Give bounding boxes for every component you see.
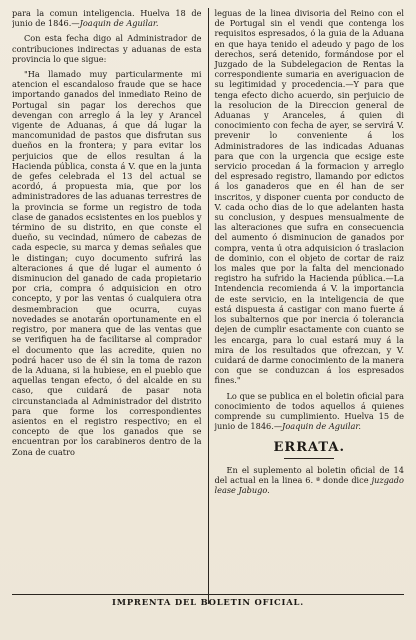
right-para-1: leguas de la linea divisoria del Reino con el de Portugal sin el vendi que contenga los requisitos espresados, ó la guia de la Aduana en que haya tenido el adeudo y pago de los derechos, será detenido, formándose por el Juzgado de la Subdelegacion de Rentas la correspondiente sumaria en averiguacion de su legitimidad y procedencia.—Y para que tenga efecto dicho acuerdo, sin perjuicio de la resolucion de la Direccion general de Aduanas y Aranceles, á quien di conocimiento con fecha de ayer, se servirá V. prevenir lo conveniente á los Administradores de las indicadas Aduanas para que con la urgencia que ecsige este servicio procedan á la formacion y arreglo del espresado registro, llamando por edictos á los ganaderos que en él han de ser inscritos, y disponer cuenta por conducto de V. cada ocho dias de lo que adelanten hasta su conclusion, y despues mensualmente de las alteraciones que sufra en consecuencia del aumento ó disminucion de ganados por compra, venta ú otra adquisicion ó traslacion de dominio, con el objeto de cortar de raiz los males que por la falta del mencionado registro ha sufrido la Hacienda pública.—La Intendencia recomienda á V. la importancia de este servicio, en la inteligencia de que está dispuesta á castigar con mano fuerte á los subalternos que por inercia ó tolerancia dejen de cumplir esactamente con cuanto se les encarga, para lo cual estará muy á la mira de los resultados que ofrezcan, y V. cuidará de darme conocimiento de la manera con que se conduzcan á los espresados fines."	[214, 8, 404, 386]
right-para-2: Lo que se publica en el boletin oficial para conocimiento de todos aquellos á quienes comprende su cumplimiento. Huelva 15 de junio de 1846.—Joaquin de Aguilar.	[214, 390, 404, 432]
signature: Joaquin de Aguilar.	[79, 18, 159, 29]
left-para-1: para la comun inteligencia. Huelva 18 de junio de 1846.—Joaquin de Aguilar.	[12, 8, 202, 29]
left-para-2: Con esta fecha digo al Administrador de contribuciones indirectas y aduanas de esta provincia lo que sigue:	[12, 33, 202, 64]
printer-footer: IMPRENTA DEL BOLETIN OFICIAL.	[12, 594, 404, 607]
errata-heading: ERRATA.	[273, 440, 345, 456]
signature: Joaquin de Aguilar.	[282, 421, 361, 432]
errata-text: En el suplemento al boletin oficial de 14 del actual en la linea 6. ª donde dice juzgado lease Jabugo.	[214, 464, 404, 495]
left-para-3: "Ha llamado muy particularmente mi atencion el escandaloso fraude que se hace importando ganados del inmediato Reino de Portugal sin pagar los derechos que devengan con arreglo á la ley y Arancel vigente de Aduanas, á que dá lugar la mancomunidad de pastos que disfrutan sus dueños en la frontera; y para evitar los perjuicios que de ellos resultan á la Hacienda pública, consta á V. que en la junta de gefes celebrada el 13 del actual se acordó, á propuesta mia, que por los administradores de las aduanas terrestres de la provincia se forme un registro de toda clase de ganados ecsistentes en los pueblos y término de su distrito, en que conste el dueño, su vecindad, número de cabezas de cada especie, su marca y demas señales que le distingan; cuyo documento sufrirá las alteraciones á que dé lugar el aumento ó disminucion del ganado de cada propietario por cria, compra ó adquisicion en otro concepto, y por las ventas ó cualquiera otra desmembracion que ocurra, cuyas novedades se anotarán oportunamente en el registro, por manera que de las ventas que se verifiquen ha de facilitarse al comprador el documento que las acredite, quien no podrá hacer uso de él sin la toma de razon de la Aduana, si la hubiese, en el pueblo que aquellas tengan efecto, ó del alcalde en su caso, que cuidará de pasar nota circunstanciada al Administrador del distrito para que forme los correspondientes asientos en el registro respectivo; en el concepto de que los ganados que se encuentran por los carabineros dentro de la Zona de cuatro	[12, 69, 202, 457]
left-column	[12, 8, 202, 604]
right-column	[214, 8, 404, 604]
two-column-body	[12, 8, 404, 604]
column-divider	[208, 8, 209, 604]
errata-divider	[284, 458, 334, 459]
